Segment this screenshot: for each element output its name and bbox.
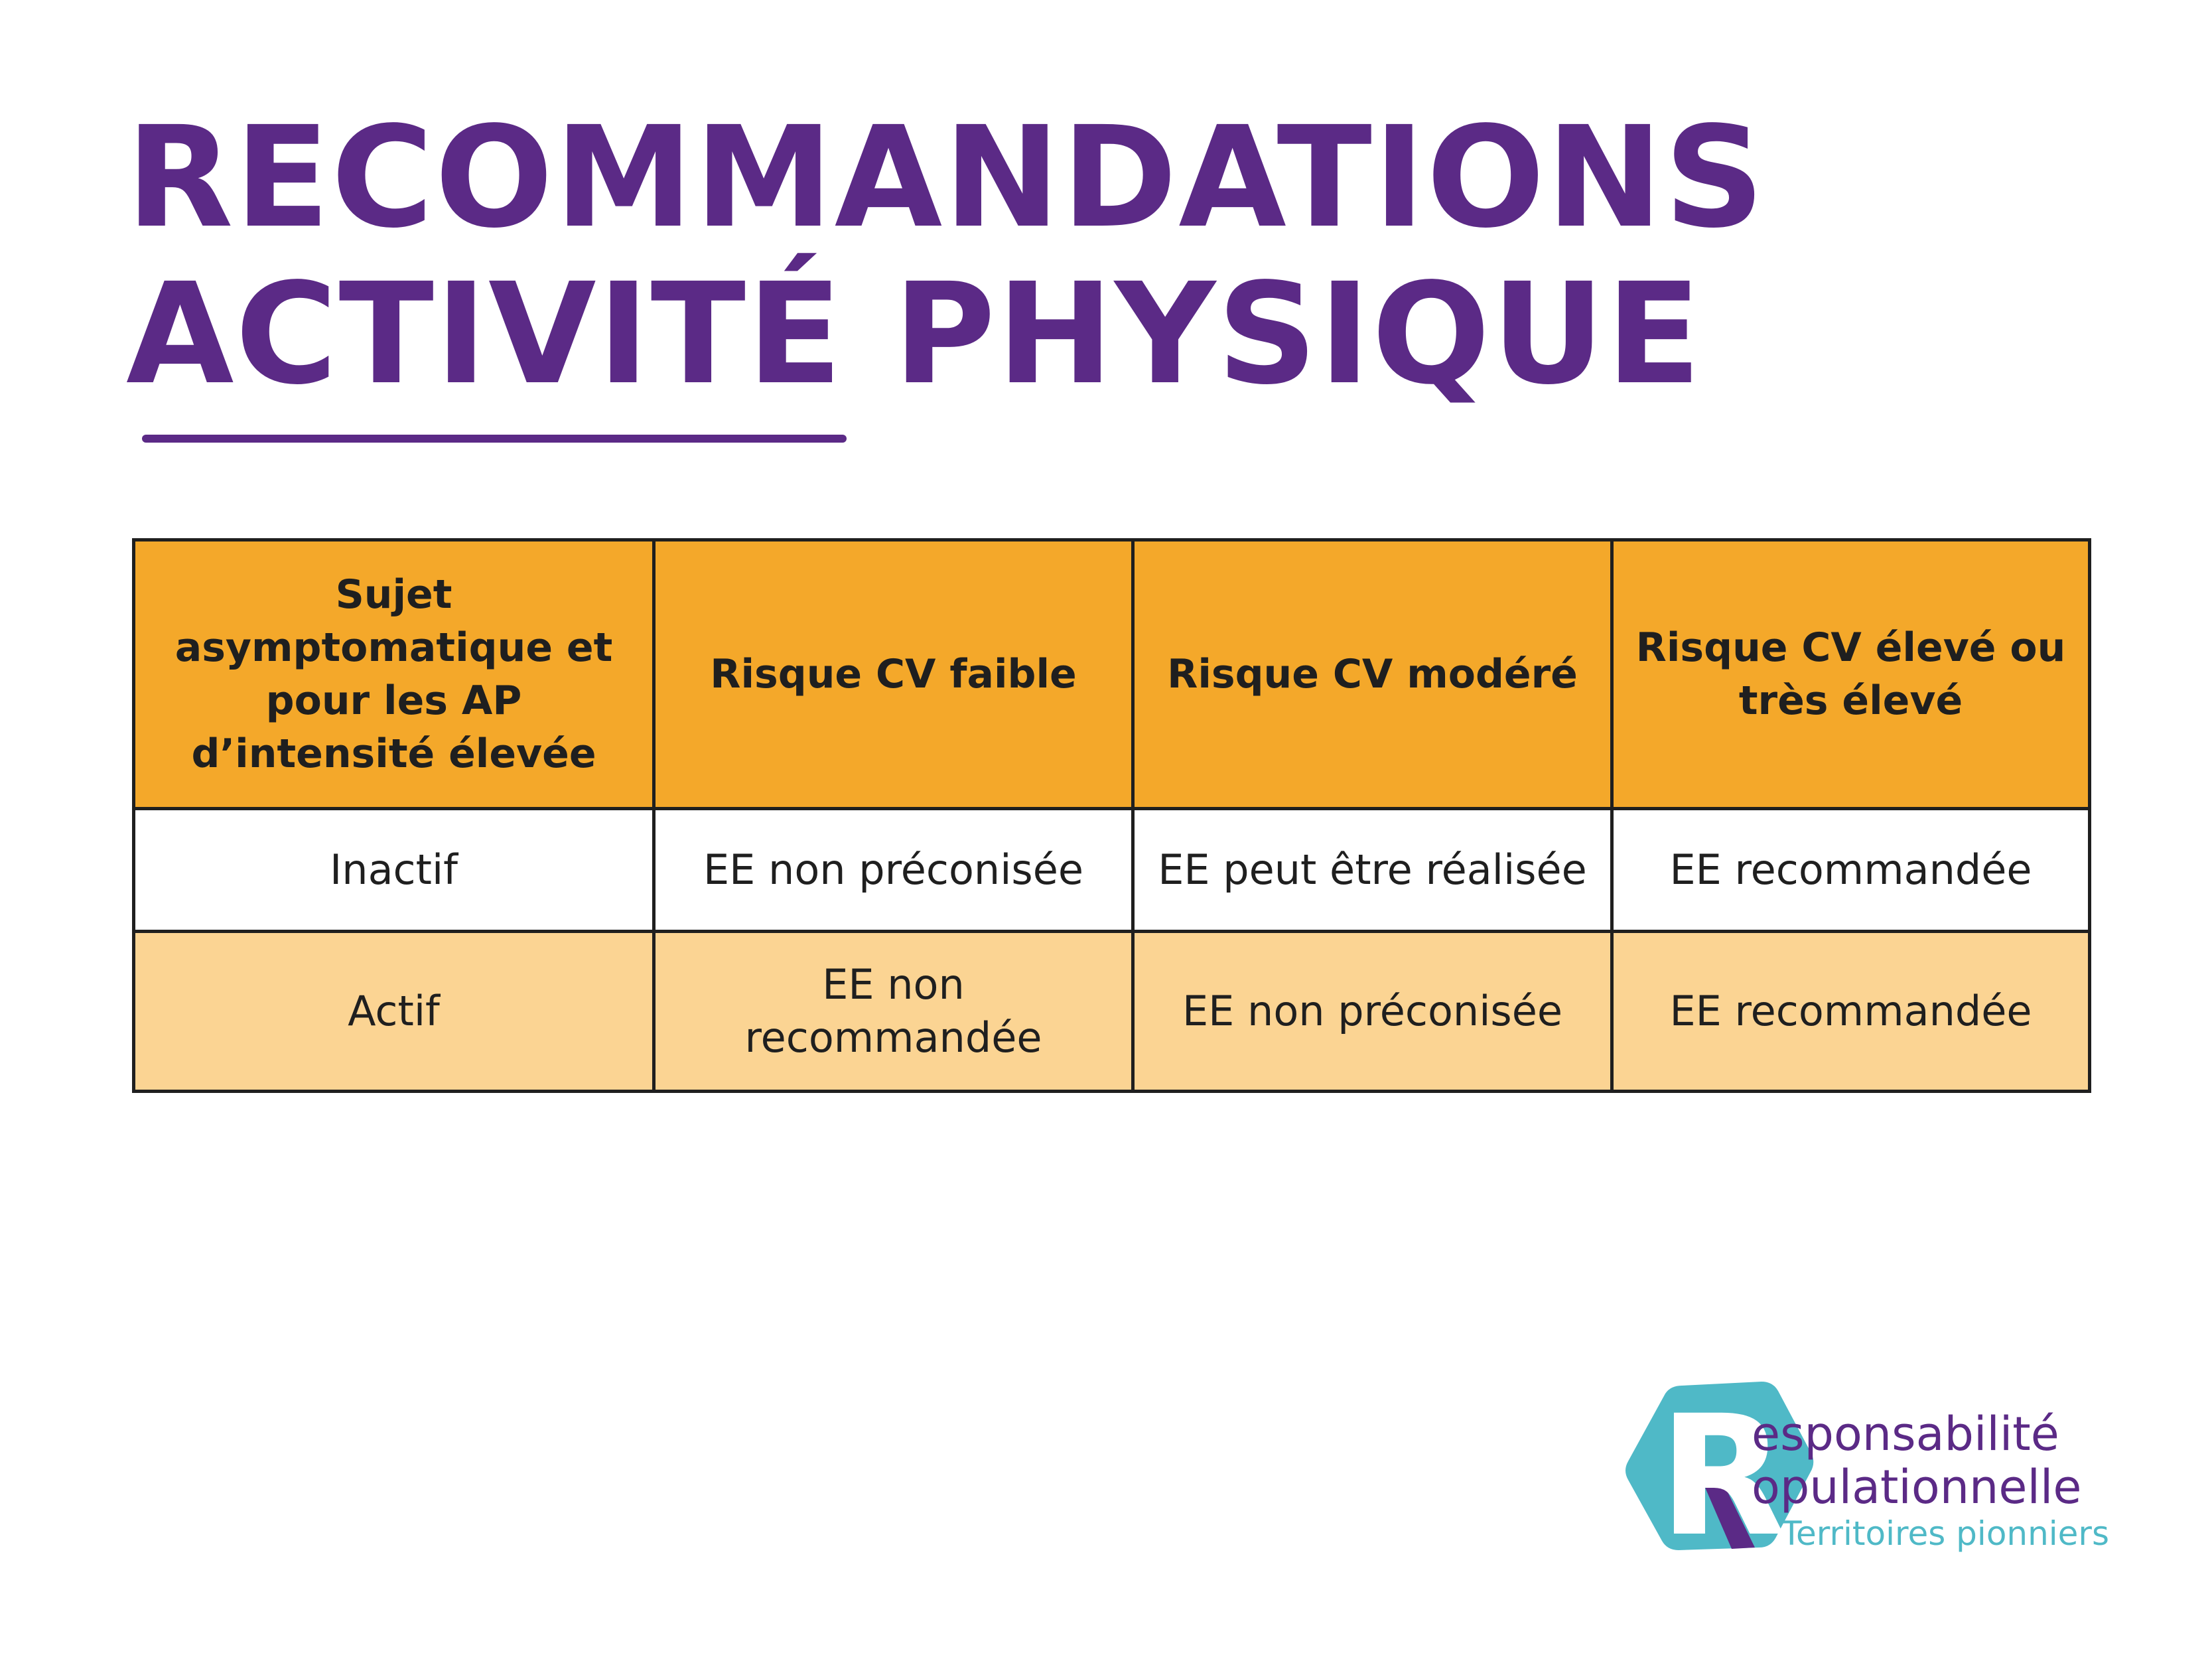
header-cell-risk-low: Risque CV faible <box>654 540 1133 809</box>
table-cell: EE non préconisée <box>1133 932 1612 1092</box>
recommendations-table <box>132 538 2091 1093</box>
table-cell: EE recommandée <box>1612 809 2090 932</box>
logo-tagline: Territoires pionniers <box>1781 1514 2110 1553</box>
page-title-line-1: RECOMMANDATIONS <box>126 96 1766 259</box>
row-label: Inactif <box>134 809 654 932</box>
table-header-row <box>134 540 2090 809</box>
logo-text-line-1: esponsabilité <box>1752 1407 2059 1461</box>
logo <box>1619 1374 2110 1573</box>
header-cell-risk-moderate: Risque CV modéré <box>1133 540 1612 809</box>
header-cell-subject: Sujet asymptomatique et pour les AP d’intensité élevée <box>134 540 654 809</box>
page-title-line-2: ACTIVITÉ PHYSIQUE <box>126 253 1703 415</box>
header-cell-risk-high: Risque CV élevé ou très élevé <box>1612 540 2090 809</box>
table-row <box>134 932 2090 1092</box>
table-cell: EE non recommandée <box>654 932 1133 1092</box>
table-cell: EE recommandée <box>1612 932 2090 1092</box>
table-cell: EE non préconisée <box>654 809 1133 932</box>
title-underline <box>142 435 847 443</box>
logo-mark-letter: R <box>1659 1380 1787 1573</box>
page-title <box>126 96 1766 415</box>
table-cell: EE peut être réalisée <box>1133 809 1612 932</box>
table-row <box>134 809 2090 932</box>
row-label: Actif <box>134 932 654 1092</box>
logo-text-line-2: opulationnelle <box>1752 1460 2082 1514</box>
